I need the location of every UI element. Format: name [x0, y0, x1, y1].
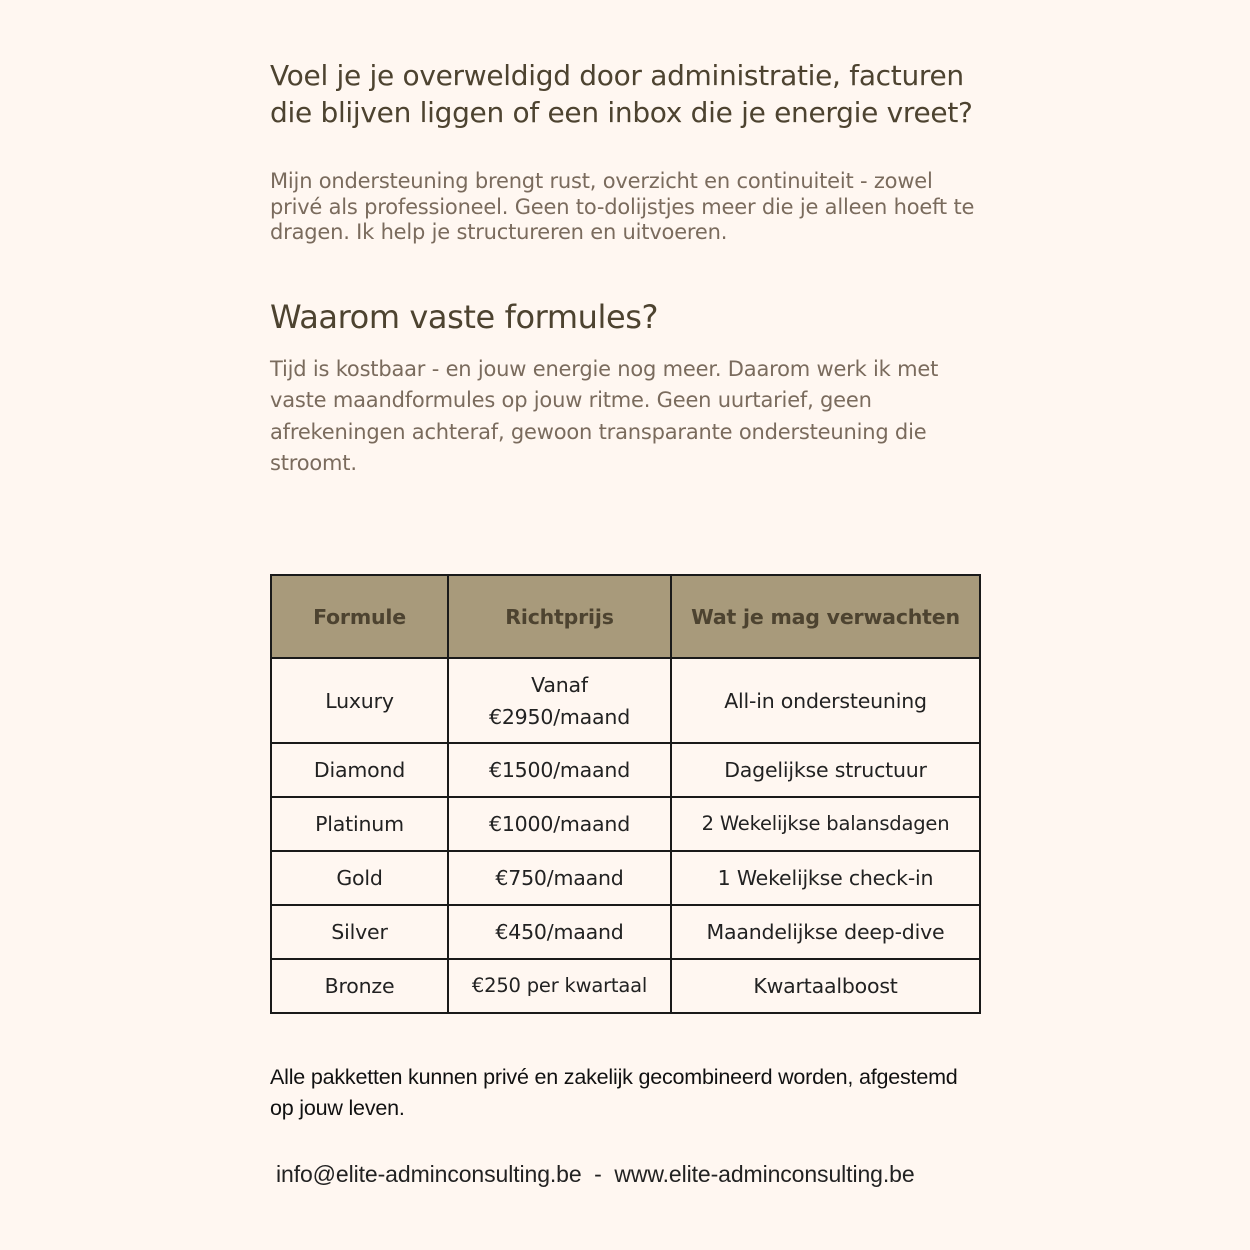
cell-prijs: Vanaf €2950/maand: [448, 658, 671, 743]
header-richtprijs: Richtprijs: [448, 575, 671, 658]
cell-verwachting: All-in ondersteuning: [671, 658, 980, 743]
cell-verwachting: Kwartaalboost: [671, 959, 980, 1013]
intro-paragraph: Mijn ondersteuning brengt rust, overzicht en continuiteit - zowel privé als professioneel. Geen to-dolijstjes meer die je alleen hoeft te dragen. Ik help je structureren en uitvoeren.: [270, 169, 975, 244]
cell-formule: Platinum: [271, 797, 448, 851]
table-row: [271, 905, 980, 959]
cell-prijs: €1000/maand: [448, 797, 671, 851]
header-formule: Formule: [271, 575, 448, 658]
table-header-row: [271, 575, 980, 658]
cell-prijs: €450/maand: [448, 905, 671, 959]
cell-verwachting: Dagelijkse structuur: [671, 743, 980, 797]
table-row: [271, 851, 980, 905]
table-row: [271, 797, 980, 851]
cell-prijs: €250 per kwartaal: [448, 959, 671, 1013]
contact-email[interactable]: info@elite-adminconsulting.be: [276, 1161, 582, 1187]
cell-formule: Diamond: [271, 743, 448, 797]
pricing-table: [270, 574, 981, 1014]
cell-formule: Gold: [271, 851, 448, 905]
table-row: [271, 658, 980, 743]
contact-separator: -: [594, 1161, 602, 1187]
table-row: [271, 959, 980, 1013]
section-title: Waarom vaste formules?: [270, 297, 659, 336]
section-paragraph: Tijd is kostbaar - en jouw energie nog meer. Daarom werk ik met vaste maandformules op jouw ritme. Geen uurtarief, geen afrekeningen achteraf, gewoon transparante ondersteuning die stroomt.: [270, 356, 939, 475]
headline: Voel je je overweldigd door administratie, facturen die blijven liggen of een inbox die je energie vreet?: [270, 59, 973, 129]
cell-formule: Luxury: [271, 658, 448, 743]
cell-verwachting: 2 Wekelijkse balansdagen: [671, 797, 980, 851]
closing-note: Alle pakketten kunnen privé en zakelijk gecombineerd worden, afgestemd op jouw leven.: [270, 1065, 958, 1120]
table-row: [271, 743, 980, 797]
cell-verwachting: 1 Wekelijkse check-in: [671, 851, 980, 905]
header-verwachting: Wat je mag verwachten: [671, 575, 980, 658]
text-block: [270, 58, 982, 480]
cell-formule: Bronze: [271, 959, 448, 1013]
cell-verwachting: Maandelijkse deep-dive: [671, 905, 980, 959]
contact-line: [276, 1158, 988, 1190]
cell-formule: Silver: [271, 905, 448, 959]
contact-website[interactable]: www.elite-adminconsulting.be: [614, 1161, 915, 1187]
cell-prijs: €1500/maand: [448, 743, 671, 797]
cell-prijs: €750/maand: [448, 851, 671, 905]
